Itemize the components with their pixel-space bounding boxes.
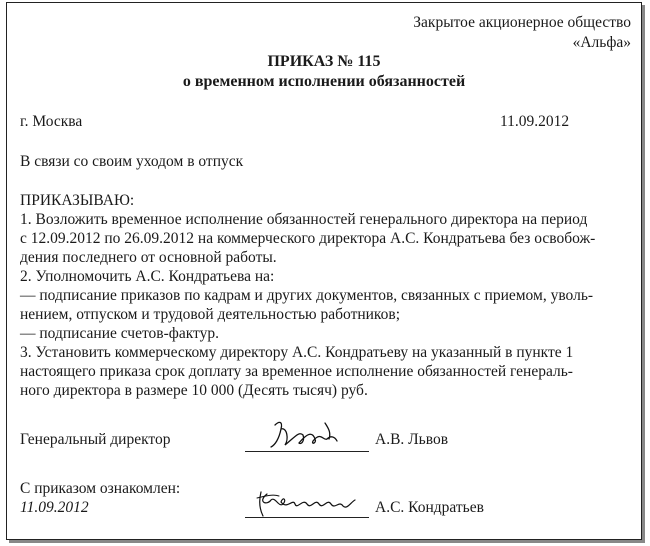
body-line: — подписание приказов по кадрам и других документов, связанных с приемом, уволь- [20,287,594,304]
order-document [6,2,642,540]
order-date: 11.09.2012 [500,113,570,130]
director-name: А.В. Львов [375,431,449,448]
body-line: нением, отпуском и трудовой деятельностью работников; [20,306,401,323]
preamble-text: В связи со своим уходом в отпуск [20,153,244,170]
body-line: с 12.09.2012 по 26.09.2012 на коммерческого директора А.С. Кондратьева без освобож- [20,230,596,247]
body-line: настоящего приказа срок доплату за временное исполнение обязанностей генераль- [20,363,573,380]
acquainted-label: С приказом ознакомлен: [20,480,181,497]
place-city: г. Москва [20,113,83,130]
employee-signature-line [245,517,369,518]
acquainted-date: 11.09.2012 [20,499,89,516]
body-line: — подписание счетов-фактур. [20,325,219,342]
body-line: дения последнего от основной работы. [20,249,277,266]
body-line: 2. Уполномочить А.С. Кондратьева на: [20,268,275,285]
director-signature-line [245,451,369,452]
director-signature-icon [265,417,355,451]
org-name-line1: Закрытое акционерное общество [413,14,631,31]
employee-signature-icon [253,488,363,520]
director-position: Генеральный директор [20,431,171,448]
employee-name: А.С. Кондратьев [375,499,484,516]
order-title: ПРИКАЗ № 115 [267,53,381,70]
body-line: 3. Установить коммерческому директору А.С. Кондратьеву на указанный в пункте 1 [20,344,574,361]
order-word: ПРИКАЗЫВАЮ: [20,192,135,209]
org-name-line2: «Альфа» [572,34,631,51]
order-subtitle: о временном исполнении обязанностей [182,73,466,90]
body-line: ного директора в размере 10 000 (Десять тысяч) руб. [20,382,368,399]
body-line: 1. Возложить временное исполнение обязанностей генерального директора на период [20,211,588,228]
